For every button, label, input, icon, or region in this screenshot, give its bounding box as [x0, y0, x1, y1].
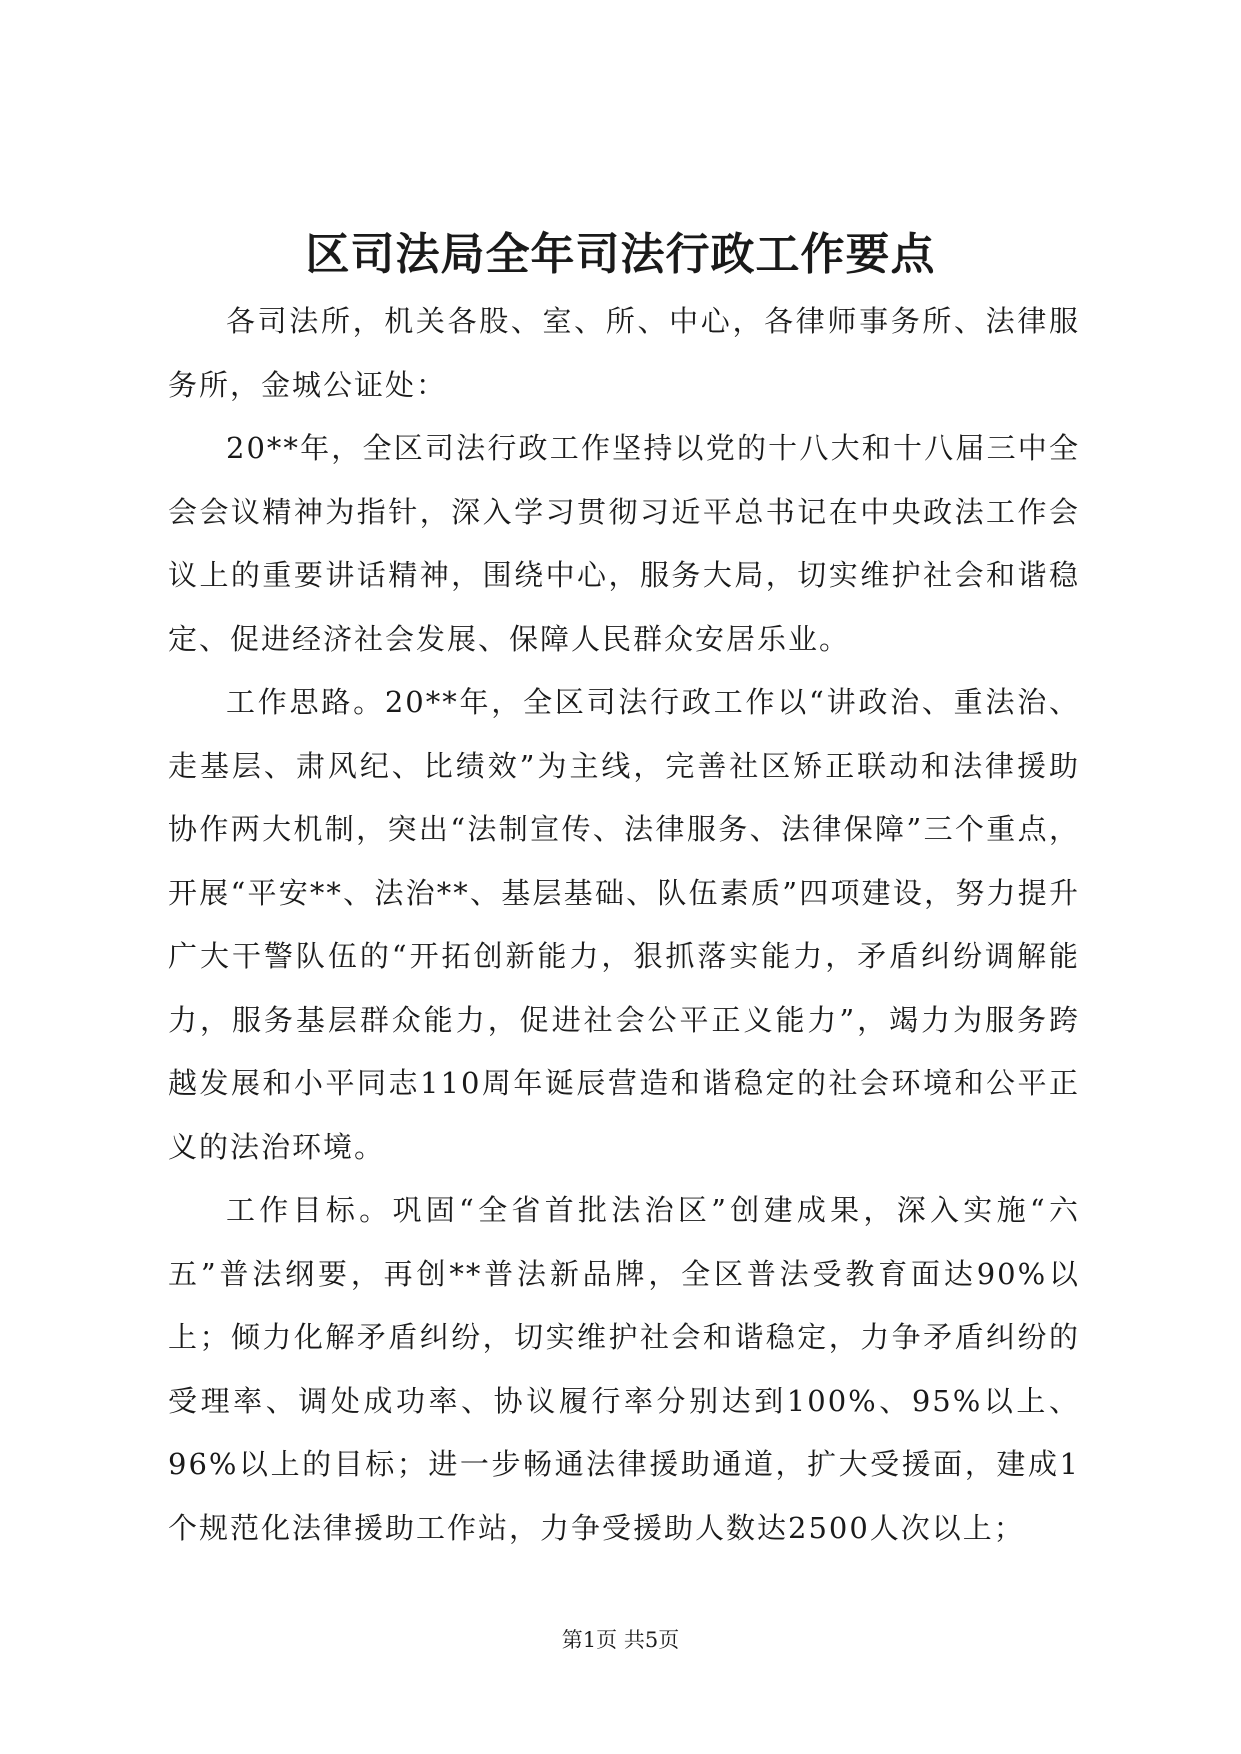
document-title: 区司法局全年司法行政工作要点 — [305, 229, 936, 280]
intro-paragraph: 20**年，全区司法行政工作坚持以党的十八大和十八届三中全会会议精神为指针，深入学习贯彻习近平总书记在中央政法工作会议上的重要讲话精神，围绕中心，服务大局，切实维护社会和谐稳定、促进经济社会发展、保障人民群众安居乐业。 — [168, 431, 1080, 656]
salutation-paragraph: 各司法所，机关各股、室、所、中心，各律师事务所、法律服务所，金城公证处： — [168, 304, 1080, 402]
work-goals-paragraph: 工作目标。巩固“全省首批法治区”创建成果，深入实施“六五”普法纲要，再创**普法新品牌，全区普法受教育面达90%以上；倾力化解矛盾纠纷，切实维护社会和谐稳定，力争矛盾纠纷的受理率、调处成功率、协议履行率分别达到100%、95%以上、96%以上的目标；进一步畅通法律援助通道，扩大受援面，建成1个规范化法律援助工作站，力争受援助人数达2500人次以上； — [168, 1193, 1080, 1545]
work-approach-paragraph: 工作思路。20**年，全区司法行政工作以“讲政治、重法治、走基层、肃风纪、比绩效”为主线，完善社区矫正联动和法律援助协作两大机制，突出“法制宣传、法律服务、法律保障”三个重点，开展“平安**、法治**、基层基础、队伍素质”四项建设，努力提升广大干警队伍的“开拓创新能力，狠抓落实能力，矛盾纠纷调解能力，服务基层群众能力，促进社会公平正义能力”，竭力为服务跨越发展和小平同志110周年诞辰营造和谐稳定的社会环境和公平正义的法治环境。 — [168, 685, 1080, 1164]
document-body — [168, 290, 1080, 1560]
page-number-footer: 第1页 共5页 — [561, 1628, 680, 1652]
